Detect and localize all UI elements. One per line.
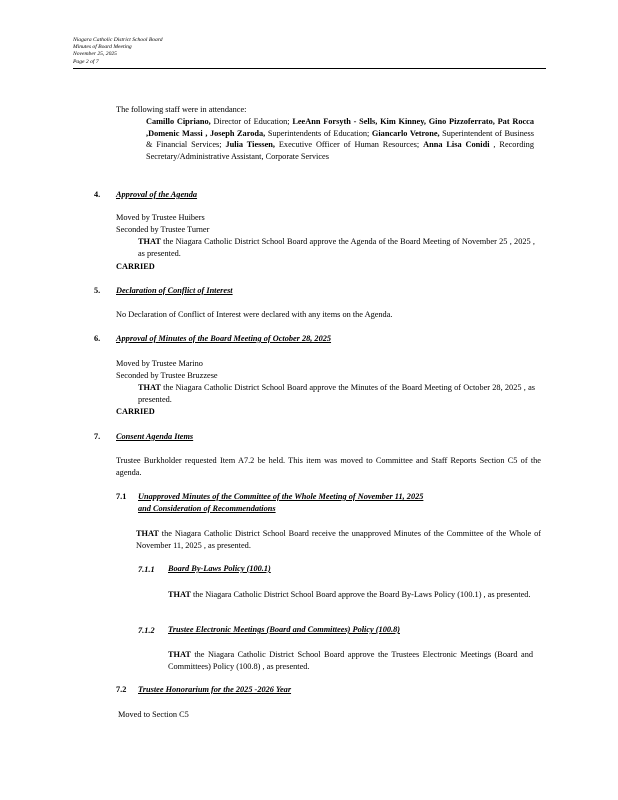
motion-that: THAT: [138, 237, 161, 246]
motion-text: [138, 382, 535, 405]
consent-agenda-text: Trustee Burkholder requested Item A7.2 be held. This item was moved to Committee and Staff Reports Section C5 of the agenda.: [116, 456, 541, 477]
page-header: [73, 37, 163, 66]
header-divider: [73, 68, 546, 69]
motion-body: the Niagara Catholic District School Board approve the Agenda of the Board Meeting of November 25 , 2025 , as presented.: [138, 237, 535, 258]
subsection-heading-electronic-meetings: Trustee Electronic Meetings (Board and Committees) Policy (100.8): [168, 625, 400, 634]
motion-that: THAT: [168, 650, 191, 659]
section-number: 4.: [94, 190, 101, 199]
subsection-number: 7.1: [116, 492, 127, 501]
subsection-number: 7.2: [116, 685, 127, 694]
motion-body: the Niagara Catholic District School Board approve the Trustees Electronic Meetings (Board and Committees) Policy (100.8) , as presented.: [168, 650, 533, 671]
section-number: 6.: [94, 334, 101, 343]
header-date: November 25, 2025: [73, 51, 117, 58]
carried-label: CARRIED: [116, 407, 155, 416]
header-page-number: Page 2 of 7: [73, 58, 99, 65]
subsection-heading-bylaws-policy: Board By-Laws Policy (100.1): [168, 564, 271, 573]
motion-that: THAT: [138, 383, 161, 392]
seconded-by: Seconded by Trustee Turner: [116, 225, 210, 234]
subsection-heading-trustee-honorarium: Trustee Honorarium for the 2025 -2026 Year: [138, 685, 292, 694]
header-board-name: Niagara Catholic District School Board: [73, 37, 163, 43]
section-heading-approval-agenda: Approval of the Agenda: [116, 190, 198, 199]
subsection-heading-consideration: and Consideration of Recommendations: [138, 504, 276, 513]
staff-name: Julia Tiessen,: [225, 140, 275, 150]
header-document-title: Minutes of Board Meeting: [73, 44, 132, 51]
staff-name: Camillo Cipriano,: [146, 117, 211, 126]
attendance-staff-list: [146, 116, 534, 162]
moved-by: Moved by Trustee Marino: [116, 359, 203, 368]
section-heading-conflict-interest: Declaration of Conflict of Interest: [116, 286, 233, 295]
section-heading-approval-minutes: Approval of Minutes of the Board Meeting of October 28, 2025: [116, 334, 332, 343]
motion-body: the Niagara Catholic District School Board receive the unapproved Minutes of the Committee of the Whole of November 11, 2025 , as presented.: [136, 529, 541, 550]
section-heading-consent-agenda: Consent Agenda Items: [116, 432, 194, 441]
seconded-by: Seconded by Trustee Bruzzese: [116, 371, 218, 380]
motion-body: the Niagara Catholic District School Board approve the Board By-Laws Policy (100.1) , as presented.: [190, 590, 531, 599]
section-number: 7.: [94, 432, 101, 441]
moved-by: Moved by Trustee Huibers: [116, 213, 205, 222]
subsection-heading-unapproved-minutes: Unapproved Minutes of the Committee of the Whole Meeting of November 11, 2025: [138, 492, 424, 501]
staff-role: Director of Education;: [210, 117, 293, 126]
staff-name: LeeAnn Forsyth - Sells, Kim Kinney, Gino Pizzoferrato, Pat Rocca ,Domenic Massi , Joseph Zaroda,: [146, 117, 534, 138]
motion-text: [136, 528, 541, 551]
staff-role: Superintendents of Education;: [265, 128, 372, 138]
motion-body: the Niagara Catholic District School Board approve the Minutes of the Board Meeting of October 28, 2025 , as presented.: [138, 383, 535, 404]
motion-text: [138, 236, 535, 259]
staff-role: Executive Officer of Human Resources;: [274, 140, 424, 150]
motion-text: [168, 589, 538, 601]
section-number: 5.: [94, 286, 101, 295]
declaration-text: No Declaration of Conflict of Interest were declared with any items on the Agenda.: [116, 310, 393, 319]
carried-label: CARRIED: [116, 262, 155, 271]
staff-name: Giancarlo Vetrone,: [371, 128, 440, 138]
attendance-intro: The following staff were in attendance:: [116, 105, 247, 114]
motion-that: THAT: [168, 590, 191, 599]
moved-to-section-text: Moved to Section C5: [118, 710, 189, 719]
subsection-number: 7.1.1: [138, 565, 155, 574]
staff-role: Superintendent of Business & Financial Services;: [146, 128, 534, 150]
subsection-number: 7.1.2: [138, 626, 155, 635]
staff-name: Anna Lisa Conidi: [423, 140, 490, 150]
motion-text: [168, 649, 533, 672]
staff-role: , Recording Secretary/Administrative Assistant, Corporate Services: [146, 140, 534, 161]
motion-that: THAT: [136, 529, 159, 538]
